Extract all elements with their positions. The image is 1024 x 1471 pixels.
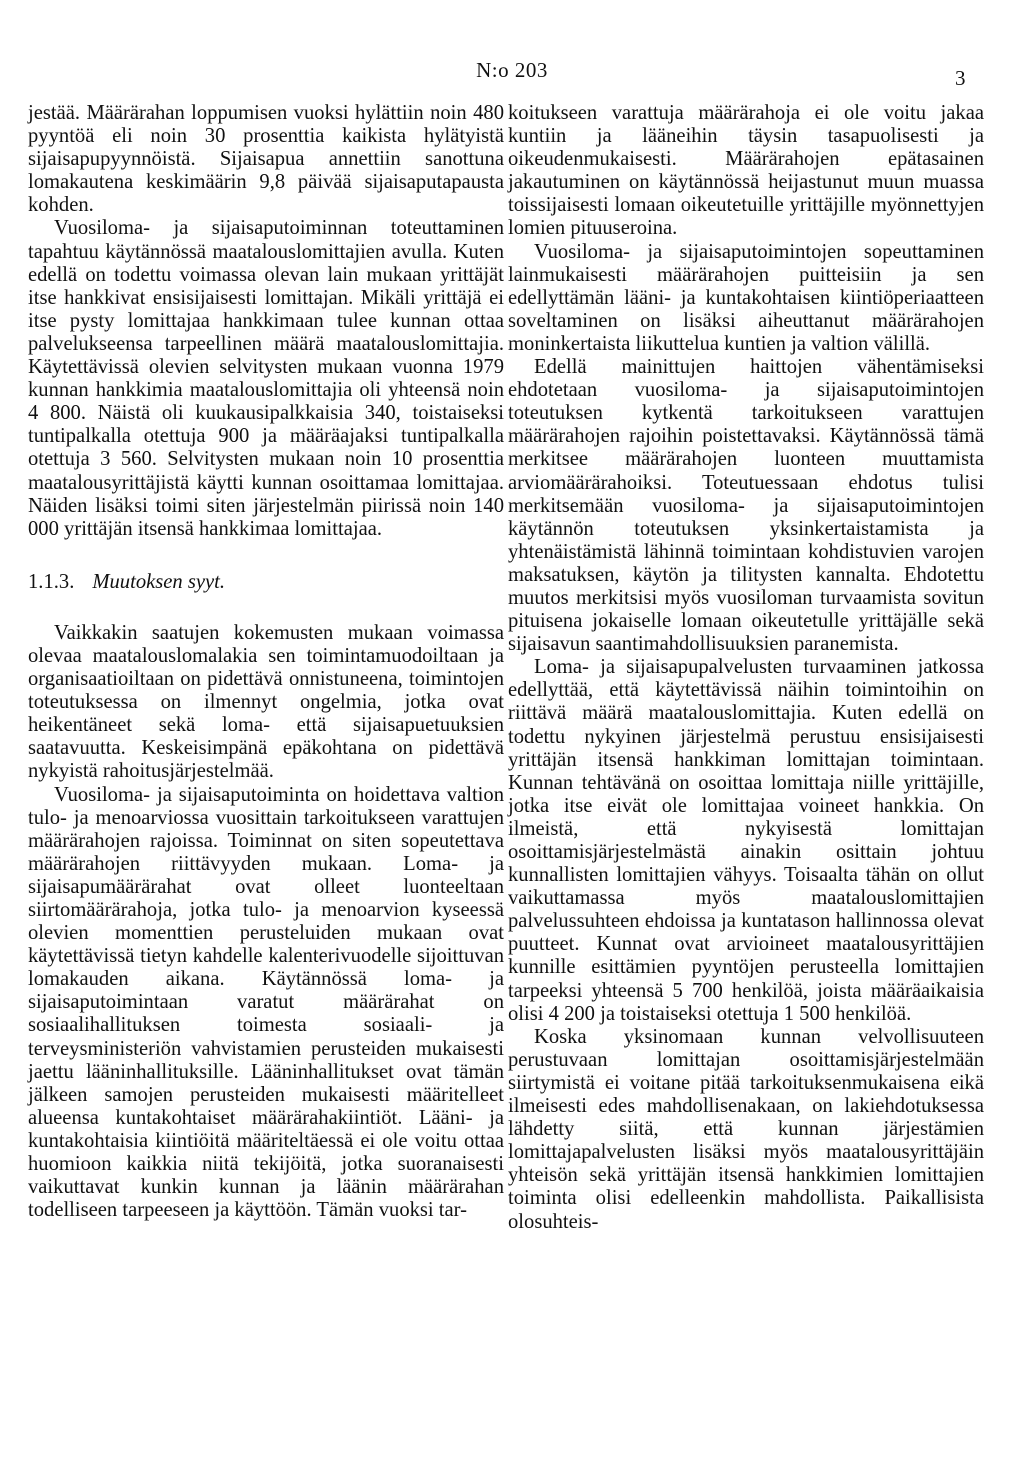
doc-number: N:o 203 [476,58,548,82]
paragraph: Koska yksinomaan kunnan velvollisuuteen perustuvaan lomittajan osoittamisjärjestelmään siirtymistä ei voitane pitää tarkoituksenmukaisena eikä ilmeisesti edes mahdollisenakaan, on lakiehdotuksessa lähdetty siitä, että kunnan järjestämien lomittajapalvelusten lisäksi myös maatalousyrittäjäin yhteisön sekä yrittäjän itsensä hankkimien lomittajien toiminta olisi edelleenkin mahdollista. Paikallisista olosuhteis- [508,1025,984,1233]
paragraph: Vuosiloma- ja sijaisaputoimintojen sopeuttaminen lainmukaisesti määrärahojen puitteisiin ja sen edellyttämän lääni- ja kuntakohtaisen kiintiöperiaatteen soveltaminen on lisäksi aiheuttanut määrärahojen moninkertaista liikuttelua kuntien ja valtion välillä. [508,240,984,355]
paragraph: Loma- ja sijaisapupalvelusten turvaaminen jatkossa edellyttää, että käytettävissä näihin toimintoihin on riittävä määrä maatalouslomittajia. Kuten edellä on todettu nykyinen järjestelmä perustuu ensisijaisesti yrittäjän itsensä hankkiman lomittajan toimintaan. Kunnan tehtävänä on osoittaa lomittaja niille yrittäjille, jotka itse eivät ole lomittajaa voineet hankkia. On ilmeistä, että nykyisestä lomittajan osoittamisjärjestelmästä ainakin osittain johtuu kunnallisten lomittajien vähyys. Toisaalta tähän on ollut vaikuttamassa myös maatalouslomittajien palvelussuhteen ehdoissa ja kuntatason hallinnossa olevat puutteet. Kunnat ovat arvioineet maatalousyrittäjien kunnille esittämien pyyntöjen perusteella lomittajien tarpeeksi yhteensä 5 700 henkilöä, joista määräaikaisia olisi 4 200 ja toistaiseksi otettuja 1 500 henkilöä. [508,656,984,1025]
left-column [28,102,504,1222]
section-title: Muutoksen syyt. [92,570,226,593]
paragraph: Edellä mainittujen haittojen vähentämiseksi ehdotetaan vuosiloma- ja sijaisaputoimintojen toteutuksen kytkentä tarkoitukseen varattujen määrärahojen rajoihin poistettavaksi. Käytännössä tämä merkitsee määrärahojen luonteen muuttamista arviomäärärahoiksi. Toteutuessaan ehdotus tulisi merkitsemään vuosiloma- ja sijaisaputoimintojen käytännön toteutuksen yksinkertaistamista ja yhtenäistämistä lähinnä toimintaan kohdistuvien varojen maksatuksen, käytön ja tilitysten kannalta. Ehdotettu muutos merkitsisi myös vuosiloman turvaamista sovitun pituisena jokaiselle lomaan oikeutetulle yrittäjälle sekä sijaisavun saantimahdollisuuksien paranemista. [508,356,984,656]
paragraph: jestää. Määrärahan loppumisen vuoksi hylättiin noin 480 pyyntöä eli noin 30 prosenttia kaikista hylätyistä sijaisapupyynnöistä. Sijaisapua annettiin sanottuna lomakautena keskimäärin 9,8 päivää sijaisaputapausta kohden. [28,102,504,217]
page-number: 3 [955,66,966,90]
paragraph: Vuosiloma- ja sijaisaputoiminnan toteuttaminen tapahtuu käytännössä maatalouslomittajien avulla. Kuten edellä on todettu voimassa olevan lain mukaan yrittäjät itse hankkivat ensisijaisesti lomittajan. Mikäli yrittäjä ei itse pysty lomittajaa hankkimaan tulee kunnan ottaa palvelukseensa tarpeellinen määrä maatalouslomittajia. Käytettävissä olevien selvitysten mukaan vuonna 1979 kunnan hankkimia maatalouslomittajia oli yhteensä noin 4 800. Näistä oli kuukausipalkkaisia 340, toistaiseksi tuntipalkalla otettuja 900 ja määräajaksi tuntipalkalla otettuja 3 560. Selvitysten mukaan noin 10 prosenttia maatalousyrittäjistä käytti kunnan osoittamaa lomittajaa. Näiden lisäksi toimi siten järjestelmän piirissä noin 140 000 yrittäjän itsensä hankkimaa lomittajaa. [28,217,504,540]
paragraph: Vuosiloma- ja sijaisaputoiminta on hoidettava valtion tulo- ja menoarviossa vuosittain tarkoitukseen varattujen määrärahojen rajoissa. Toiminnat on siten sopeutettava määrärahojen riittävyyden mukaan. Loma- ja sijaisapumäärärahat ovat olleet luonteeltaan siirtomäärärahoja, jotka tulo- ja menoarvion kyseessä olevien momenttien perusteluiden mukaan ovat käytettävissä tietyn kahdelle kalenterivuodelle sijoittuvan lomakauden aikana. Käytännössä loma- ja sijaisaputoimintaan varatut määrärahat on sosiaalihallituksen toimesta sosiaali- ja terveysministeriön vahvistamien perusteiden mukaisesti jaettu lääninhallituksille. Lääninhallitukset ovat tämän jälkeen samojen perusteiden mukaisesti määritelleet alueensa kuntakohtaiset määrärahakiintiöt. Lääni- ja kuntakohtaisia kiintiöitä määriteltäessä ei ole voitu ottaa huomioon kaikkia niitä tekijöitä, jotka suoranaisesti vaikuttavat kunkin kunnan ja läänin määrärahan todelliseen tarpeeseen ja käyttöön. Tämän vuoksi tar- [28,783,504,1222]
section-heading [28,571,504,594]
right-column [508,102,984,1234]
section-number: 1.1.3. [28,570,75,593]
paragraph: koitukseen varattuja määrärahoja ei ole voitu jakaa kuntiin ja lääneihin täysin tasapuolisesti ja oikeudenmukaisesti. Määrärahojen epätasainen jakautuminen on käytännössä heijastunut muun muassa toissijaisesti lomaan oikeutetuille yrittäjille myönnettyjen lomien pituuseroina. [508,102,984,240]
paragraph: Vaikkakin saatujen kokemusten mukaan voimassa olevaa maatalouslomalakia sen toimintamuodoiltaan ja organisaatioiltaan on pidettävä onnistuneena, toimintojen toteutuksessa on ilmennyt ongelmia, jotka ovat heikentäneet sekä loma- että sijaisapuetuuksien saatavuutta. Keskeisimpänä epäkohtana on pidettävä nykyistä rahoitusjärjestelmää. [28,621,504,783]
